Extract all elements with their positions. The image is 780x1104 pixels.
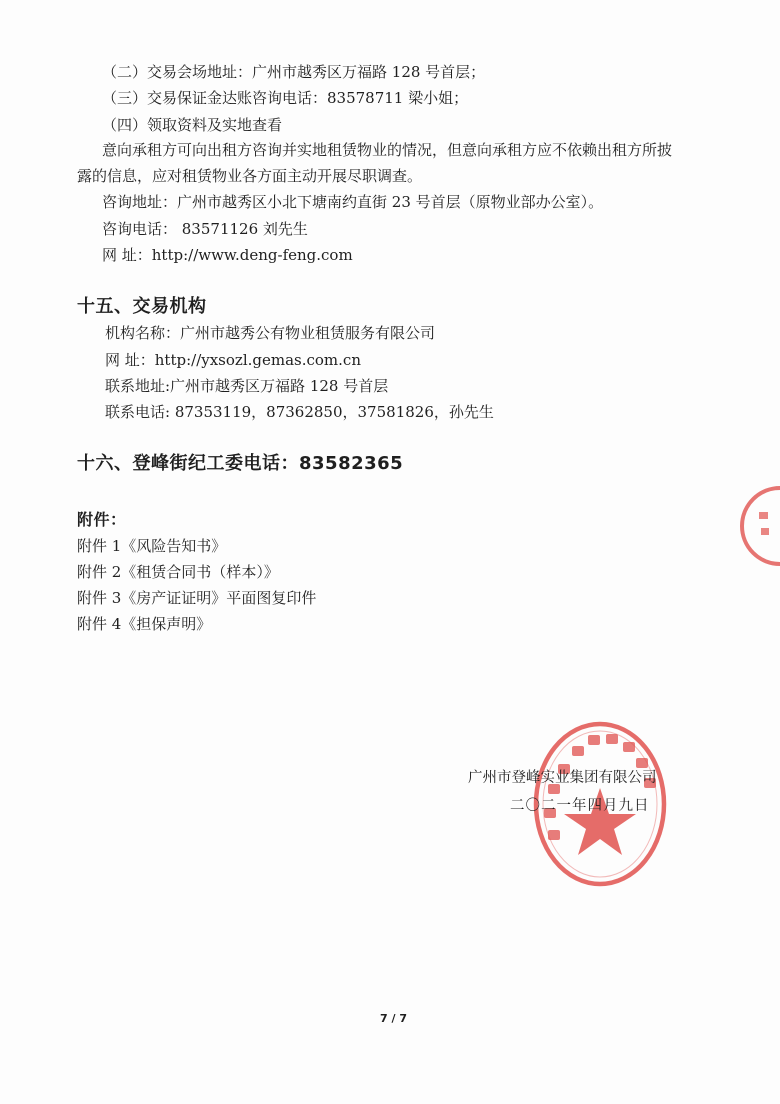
attachment-item: 附件 1《风险告知书》 (77, 537, 227, 555)
paragraph-line-1: 意向承租方可向出租方咨询并实地租赁物业的情况，但意向承租方应不依赖出租方所披 (102, 141, 673, 159)
attachment-item: 附件 2《租赁合同书（样本）》 (77, 563, 279, 581)
org-website: 网 址：http://yxsozl.gemas.com.cn (105, 351, 361, 369)
signature-company: 广州市登峰实业集团有限公司 (468, 770, 657, 786)
item-4-materials: （四）领取资料及实地查看 (102, 116, 283, 134)
attachments-heading: 附件： (77, 510, 127, 529)
org-name: 机构名称：广州市越秀公有物业租赁服务有限公司 (105, 324, 436, 342)
attachment-item: 附件 4《担保声明》 (77, 615, 212, 633)
page-number: 7 / 7 (380, 1012, 407, 1025)
consult-phone: 咨询电话： 83571126 刘先生 (102, 220, 308, 238)
signature-date: 二〇二一年四月九日 (510, 798, 650, 814)
attachment-item: 附件 3《房产证证明》平面图复印件 (77, 589, 317, 607)
website-line: 网 址：http://www.deng-feng.com (102, 246, 353, 264)
org-phone: 联系电话: 87353119，87362850，37581826，孙先生 (105, 403, 494, 421)
item-2-trading-venue: （二）交易会场地址：广州市越秀区万福路 128 号首层； (102, 63, 486, 81)
paragraph-line-2: 露的信息，应对租赁物业各方面主动开展尽职调查。 (77, 167, 423, 185)
section-15-heading: 十五、交易机构 (77, 296, 207, 317)
edge-seal-icon (733, 486, 780, 566)
consult-address: 咨询地址：广州市越秀区小北下塘南约直街 23 号首层（原物业部办公室）。 (102, 193, 604, 211)
org-address: 联系地址:广州市越秀区万福路 128 号首层 (105, 377, 389, 395)
section-16-heading: 十六、登峰街纪工委电话：83582365 (77, 453, 404, 474)
item-3-deposit-phone: （三）交易保证金达账咨询电话：83578711 梁小姐； (102, 89, 469, 107)
